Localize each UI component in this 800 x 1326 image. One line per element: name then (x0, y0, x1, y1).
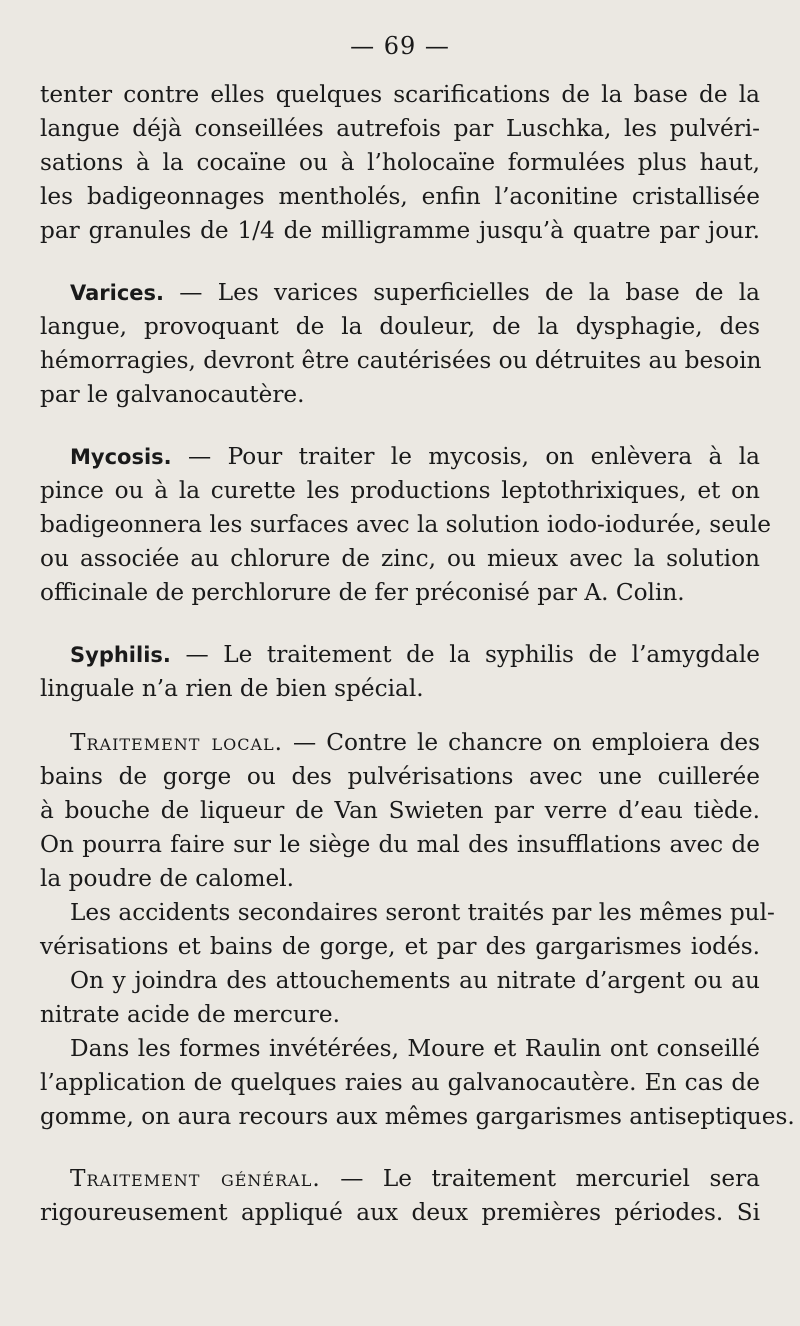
text-line: pince ou à la curette les productions leptothrixiques, et on (40, 477, 760, 504)
text-line: — Le traitement de la syphilis de l’amygdale (170, 641, 760, 668)
text-line: tenter contre elles quelques scarifications de la base de la (40, 81, 760, 108)
text-line: langue, provoquant de la douleur, de la dysphagie, des (40, 313, 760, 340)
paragraph-formes-inveterees (40, 1032, 795, 1134)
text-line: On y joindra des attouchements au nitrate d’argent ou au (70, 967, 760, 994)
text-line: badigeonnera les surfaces avec la solution iodo-iodurée, seule (40, 511, 771, 538)
text-line: linguale n’a rien de bien spécial. (40, 675, 424, 702)
page-body (40, 78, 795, 1230)
page-number: — 69 — (350, 32, 450, 60)
text-line: — Contre le chancre on emploiera des (283, 729, 760, 756)
text-line: par granules de 1/4 de milligramme jusqu’à quatre par jour. (40, 217, 760, 244)
text-line: On pourra faire sur le siège du mal des insufflations avec de (40, 831, 760, 858)
paragraph-traitement-local (40, 726, 760, 896)
section-heading-traitement-general: Traitement général. (70, 1165, 321, 1192)
section-heading-mycosis: Mycosis. (70, 445, 172, 469)
text-line: vérisations et bains de gorge, et par des gargarismes iodés. (40, 933, 760, 960)
text-line: ou associée au chlorure de zinc, ou mieux avec la solution (40, 545, 760, 572)
text-line: par le galvanocautère. (40, 381, 305, 408)
text-line: officinale de perchlorure de fer préconisé par A. Colin. (40, 579, 685, 606)
paragraph-accidents-secondaires (40, 896, 775, 964)
text-line: — Pour traiter le mycosis, on enlèvera à la (171, 443, 760, 470)
text-line: à bouche de liqueur de Van Swieten par verre d’eau tiède. (40, 797, 760, 824)
text-line: bains de gorge ou des pulvérisations avec une cuillerée (40, 763, 760, 790)
section-heading-traitement-local: Traitement local. (70, 729, 284, 756)
text-line: langue déjà conseillées autrefois par Luschka, les pulvéri- (40, 115, 760, 142)
text-line: Dans les formes invétérées, Moure et Raulin ont conseillé (70, 1035, 760, 1062)
text-line: hémorragies, devront être cautérisées ou détruites au besoin (40, 347, 762, 374)
paragraph-continuation (40, 78, 760, 248)
paragraph-on-y-joindra (40, 964, 760, 1032)
text-line: sations à la cocaïne ou à l’holocaïne formulées plus haut, (40, 149, 760, 176)
paragraph-varices (40, 276, 760, 412)
text-line: — Le traitement mercuriel sera (320, 1165, 760, 1192)
text-line: nitrate acide de mercure. (40, 1001, 340, 1028)
paragraph-syphilis (40, 638, 760, 706)
paragraph-mycosis (40, 440, 771, 610)
text-line: gomme, on aura recours aux mêmes gargarismes antiseptiques. (40, 1103, 795, 1130)
section-heading-syphilis: Syphilis. (70, 643, 171, 667)
text-line: les badigeonnages mentholés, enfin l’aconitine cristallisée (40, 183, 760, 210)
text-line: rigoureusement appliqué aux deux premières périodes. Si (40, 1199, 760, 1226)
paragraph-traitement-general (40, 1162, 760, 1230)
section-heading-varices: Varices. (70, 281, 164, 305)
text-line: la poudre de calomel. (40, 865, 294, 892)
text-line: l’application de quelques raies au galvanocautère. En cas de (40, 1069, 760, 1096)
text-line: — Les varices superficielles de la base de la (164, 279, 760, 306)
text-line: Les accidents secondaires seront traités par les mêmes pul- (70, 899, 775, 926)
